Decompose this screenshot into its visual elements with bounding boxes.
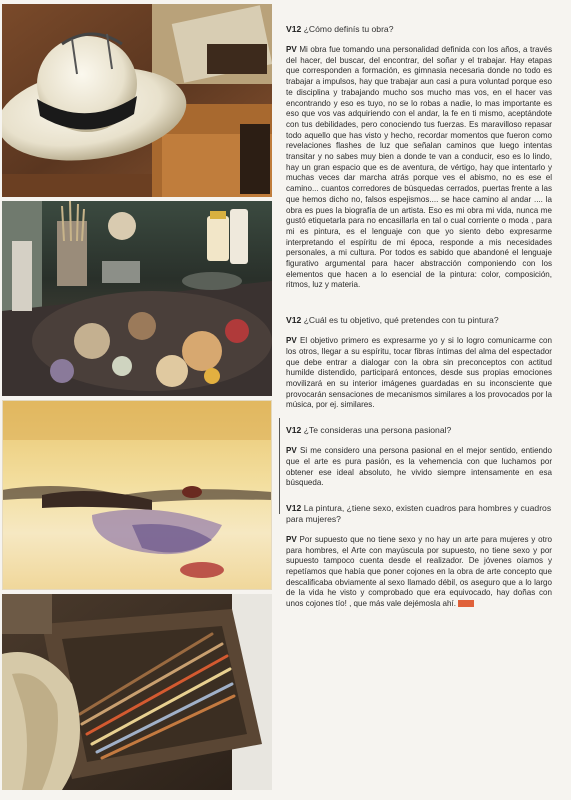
abstract-painting-photo (2, 400, 272, 590)
question-tag: V12 (286, 315, 302, 326)
end-of-article-mark (458, 600, 474, 607)
paint-palette-table-photo (2, 201, 272, 396)
answer-1 (286, 45, 552, 291)
answer-tag: PV (286, 45, 297, 54)
question-1 (286, 24, 552, 35)
question-text: La pintura, ¿tiene sexo, existen cuadros para hombres y cuadros para mujeres? (286, 502, 552, 524)
question-tag: V12 (286, 425, 302, 436)
answer-tag: PV (286, 534, 297, 544)
question-4 (286, 503, 552, 525)
question-text: ¿Te consideras una persona pasional? (303, 425, 452, 436)
question-2 (286, 315, 552, 326)
photo-column (2, 4, 272, 790)
answer-tag: PV (286, 336, 297, 346)
answer-2 (286, 336, 552, 411)
brush-box-photo (2, 594, 272, 790)
answer-3 (286, 446, 552, 489)
answer-text: Por supuesto que no tiene sexo y no hay un arte para mujeres y otro para hombres, el Arte con mayúscula por supuesto, no tiene sexo y por supuesto tampoco cuenta desde el realizador. De jóvenes oíamos y repetíamos que había que poner cojones en la obra de arte concepto que descalificaba obviamente al sexo llamado débil, os aseguro que a lo largo de la vida he visto y comprobado que era equivocado, hay doñas con unos cojones tío! , que más vale dejémosla ahí. (286, 534, 552, 609)
question-text: ¿Cuál es tu objetivo, qué pretendes con tu pintura? (303, 315, 499, 326)
answer-text: El objetivo primero es expresarme yo y si lo logro comunicarme con los otros, llegar a su espíritu, tocar fibras íntimas del alma del espectador que debe entrar a dialogar con la obra sin preconceptos con actitud humilde distendido, participará entonces, desde sus propias emociones movilizará en su interior imágenes guardadas en su inconsciente que provocarán sensaciones de mecanismos similares a los provocados por la música, por ej. similares. (286, 336, 552, 410)
answer-4 (286, 535, 552, 610)
question-text: ¿Cómo definís tu obra? (303, 24, 394, 34)
interview-text-column (286, 24, 552, 624)
straw-hat-photo (2, 4, 272, 197)
answer-text: Si me considero una persona pasional en el mejor sentido, entiendo que el arte es pura pasión, es la vehemencia con que luchamos por obtener ese ideal absoluto, he vivido siempre intensamente en esa búsqueda. (286, 446, 552, 488)
question-tag: V12 (286, 24, 302, 34)
question-3 (286, 425, 552, 436)
answer-tag: PV (286, 446, 297, 456)
answer-text: Mi obra fue tomando una personalidad definida con los años, a través del hacer, del buscar, del encontrar, del soñar y el trabajar. Hay etapas que corresponden a formación, es gimnasia necesaria donde no todo es trabajar a impulsos, hay que trabajar aun casi a pura voluntad porque eso te disciplina y trabajando mucho sos mucho mas vos, en el hacer vas encontrando y eso es tuyo, no se lo robas a nadie, lo mas importante es eso que vos vas adquiriendo con el andar, la fe en ti mismo, aceptándote con tus debilidades, pero conociendo tus fuerzas. Es maravilloso repasar todo aquello que has visto y hecho, recordar momentos que fueron como revelaciones flashes de luz que señalan caminos que luego intentas transitar y no sabes muy bien a donde te van a conducir, eso es lo lindo, hay un gran espacio que es de aventura, de vértigo, hay que intentarlo y muchas veces dar marcha atrás porque ves el abismo, no es ese el camino... cuantos corredores de búsquedas cerrados, puertas frente a las que hemos dicho no, falsos espejismos.... se hace camino al andar .... la obra es pues la biografía de un artista. Eso es mi obra mi vida, nunca me gustó etiquetarla para no encasillarla en tal o cual corriente o moda , para mi es pintura, es el lenguaje con que yo siento debo expresarme interpretando el espíritu de mi época, responde a mis necesidades personales, a mi cultura. Por todos es sabido que abandoné el lenguaje figurativo argumental para hacer abstracción componiendo con los elementos que hacen a lo esencial de la pintura: color, composición, ritmos, luz y materia. (286, 45, 552, 290)
question-tag: V12 (286, 502, 302, 513)
margin-bracket-mark (279, 418, 284, 514)
